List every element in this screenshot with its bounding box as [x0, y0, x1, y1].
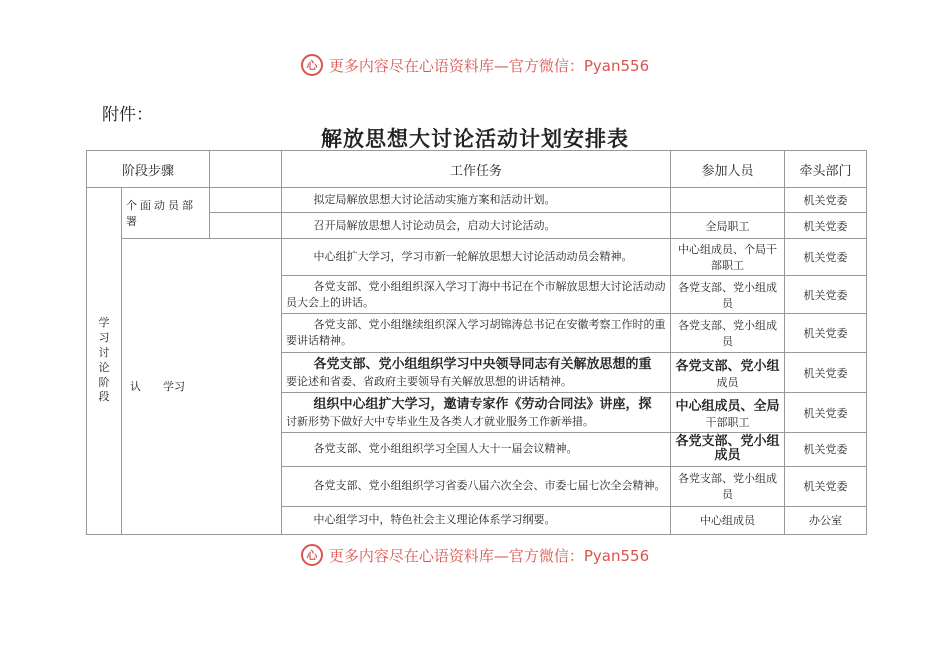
watermark-logo-icon: 心 [301, 544, 323, 566]
task-line-bold: 组织中心组扩大学习，邀请专家作《劳动合同法》讲座，探 [313, 396, 652, 412]
lead-cell: 机关党委 [785, 393, 867, 433]
participants-cell: 各党支部、党小组成员 [671, 466, 785, 506]
header-lead: 牵头部门 [785, 151, 867, 188]
lead-cell: 机关党委 [785, 213, 867, 239]
task-line: 讨新形势下做好大中专毕业生及各类人才就业服务工作新举措。 [286, 414, 595, 428]
participants-bold: 中心组成员、全局 [675, 399, 780, 414]
group2-label: 认 学习 [122, 239, 282, 535]
participants-cell [671, 353, 785, 393]
table-header-row [87, 151, 867, 188]
watermark-logo-icon: 心 [301, 54, 323, 76]
participants-cell [671, 188, 785, 213]
participants-line: 干部职工 [705, 416, 750, 429]
watermark-top [0, 54, 950, 76]
phase-cell [87, 188, 122, 535]
watermark-text: 更多内容尽在心语资料库—官方微信：Pyan556 [328, 56, 650, 75]
lead-cell: 机关党委 [785, 314, 867, 353]
task-cell: 各党支部、党小组组织学习省委八届六次全会、市委七届七次全会精神。 [282, 466, 671, 506]
task-cell: 拟定局解放思想大讨论活动实施方案和活动计划。 [282, 188, 671, 213]
lead-cell: 机关党委 [785, 276, 867, 314]
lead-cell: 机关党委 [785, 466, 867, 506]
table-row [87, 239, 867, 276]
task-cell [282, 353, 671, 393]
page-title: 解放思想大讨论活动计划安排表 [321, 126, 629, 151]
task-cell: 各党支部、党小组组织深入学习丁海中书记在个市解放思想大讨论活动动员大会上的讲话。 [282, 276, 671, 314]
task-cell: 各党支部、党小组继续组织深入学习胡锦涛总书记在安徽考察工作时的重要讲话精神。 [282, 314, 671, 353]
watermark-text: 更多内容尽在心语资料库—官方微信：Pyan556 [328, 546, 650, 565]
participants-cell: 全局职工 [671, 213, 785, 239]
participants-cell: 各党支部、党小组成员 [671, 314, 785, 353]
participants-cell [671, 393, 785, 433]
participants-cell [671, 433, 785, 467]
participants-bold: 各党支部、党小组 [675, 359, 780, 374]
group1-label: 个面动员部署 [122, 188, 210, 239]
header-task: 工作任务 [282, 151, 671, 188]
attachment-label: 附件： [102, 105, 153, 125]
participants-line: 成员 [716, 376, 739, 389]
participants-bold: 各党支部、党小组成员 [675, 434, 780, 464]
lead-cell: 机关党委 [785, 433, 867, 467]
participants-cell: 中心组成员、个局干部职工 [671, 239, 785, 276]
task-cell [282, 393, 671, 433]
header-participants: 参加人员 [671, 151, 785, 188]
task-cell: 各党支部、党小组组织学习全国人大十一届会议精神。 [282, 433, 671, 467]
task-line-bold: 各党支部、党小组组织学习中央领导同志有关解放思想的重 [313, 356, 652, 372]
task-cell: 中心组学习中，特色社会主义理论体系学习纲要。 [282, 506, 671, 534]
header-stage: 阶段步骤 [87, 151, 210, 188]
header-spacer [210, 151, 282, 188]
participants-cell: 中心组成员 [671, 506, 785, 534]
watermark-bottom [0, 544, 950, 566]
lead-cell: 机关党委 [785, 188, 867, 213]
participants-cell: 各党支部、党小组成员 [671, 276, 785, 314]
task-cell: 召开局解放思想人讨论动员会，启动大讨论活动。 [282, 213, 671, 239]
plan-table [86, 150, 867, 535]
lead-cell: 机关党委 [785, 239, 867, 276]
table-row [87, 188, 867, 213]
phase-label: 学 习 讨 论 阶 段 [98, 316, 110, 404]
task-line: 要论述和省委、省政府主要领导有关解放思想的讲话精神。 [286, 374, 573, 388]
task-cell: 中心组扩大学习，学习市新一轮解放思想大讨论活动动员会精神。 [282, 239, 671, 276]
spacer-cell [210, 213, 282, 239]
spacer-cell [210, 188, 282, 213]
lead-cell: 办公室 [785, 506, 867, 534]
lead-cell: 机关党委 [785, 353, 867, 393]
